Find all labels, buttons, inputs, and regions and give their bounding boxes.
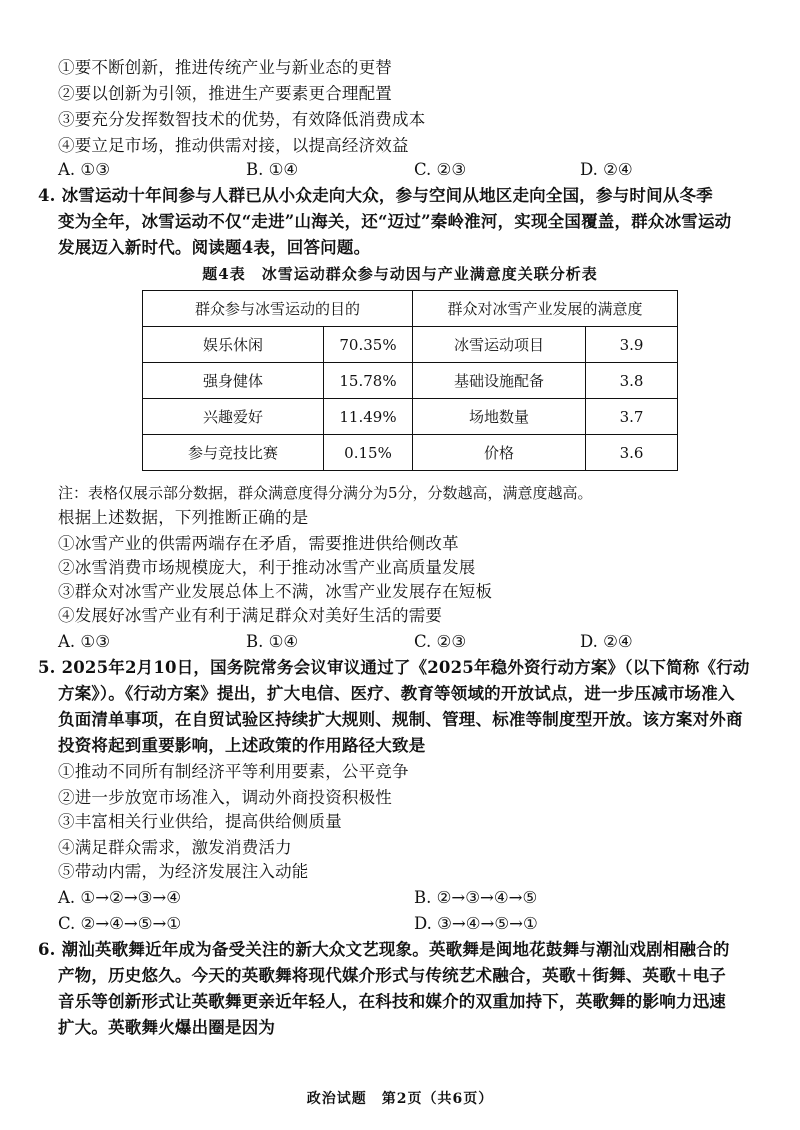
q4-option-c: C. ②③ <box>414 632 467 651</box>
q4-option-b: B. ①④ <box>246 632 299 651</box>
q5-stem-line-1: 5. 2025年2月10日，国务院常务会议审议通过了《2025年稳外资行动方案》（以下简称《行动 <box>38 658 750 677</box>
table-cell: 价格 <box>413 435 586 471</box>
table-cell: 场地数量 <box>413 399 586 435</box>
q5-stem-line-3: 负面清单事项，在自贸试验区持续扩大规则、规制、管理、标准等制度型开放。该方案对外商 <box>58 710 743 729</box>
table-header-left: 群众参与冰雪运动的目的 <box>143 291 413 327</box>
q4-prompt: 根据上述数据，下列推断正确的是 <box>58 508 309 527</box>
page-footer: 政治试题 第2页（共6页） <box>306 1091 494 1107</box>
table-cell: 3.6 <box>586 435 678 471</box>
q3-option-b: B. ①④ <box>246 160 299 179</box>
table-header-right: 群众对冰雪产业发展的满意度 <box>413 291 678 327</box>
q5-item-5: ⑤带动内需，为经济发展注入动能 <box>58 862 309 881</box>
table-cell: 0.15% <box>324 435 413 471</box>
q6-stem-line-2: 产物，历史悠久。今天的英歌舞将现代媒介形式与传统艺术融合，英歌＋街舞、英歌＋电子 <box>58 966 726 985</box>
table-note: 注：表格仅展示部分数据，群众满意度得分满分为5分，分数越高，满意度越高。 <box>58 484 593 502</box>
table-cell: 3.9 <box>586 327 678 363</box>
table-row <box>143 399 678 435</box>
table-header-row <box>143 291 678 327</box>
q4-item-4: ④发展好冰雪产业有利于满足群众对美好生活的需要 <box>58 606 443 625</box>
q4-item-2: ②冰雪消费市场规模庞大，利于推动冰雪产业高质量发展 <box>58 558 476 577</box>
table-cell: 3.7 <box>586 399 678 435</box>
q5-option-a: A. ①→②→③→④ <box>58 888 182 907</box>
q5-option-b: B. ②→③→④→⑤ <box>414 888 538 907</box>
q3-item-3: ③要充分发挥数智技术的优势，有效降低消费成本 <box>58 110 426 129</box>
table-cell: 基础设施配备 <box>413 363 586 399</box>
q4-option-d: D. ②④ <box>580 632 633 651</box>
q3-option-a: A. ①③ <box>58 160 110 179</box>
table-cell: 冰雪运动项目 <box>413 327 586 363</box>
table-cell: 兴趣爱好 <box>143 399 324 435</box>
q4-stem-line-2: 变为全年，冰雪运动不仅“走进”山海关，还“迈过”秦岭淮河，实现全国覆盖，群众冰雪运动 <box>58 212 732 231</box>
q4-item-1: ①冰雪产业的供需两端存在矛盾，需要推进供给侧改革 <box>58 534 459 553</box>
q5-item-1: ①推动不同所有制经济平等利用要素，公平竞争 <box>58 762 409 781</box>
q6-stem-line-3: 音乐等创新形式让英歌舞更亲近年轻人，在科技和媒介的双重加持下，英歌舞的影响力迅速 <box>58 992 726 1011</box>
q6-stem-line-1: 6. 潮汕英歌舞近年成为备受关注的新大众文艺现象。英歌舞是闽地花鼓舞与潮汕戏剧相融合的 <box>38 940 730 959</box>
q4-stem-line-1: 4. 冰雪运动十年间参与人群已从小众走向大众，参与空间从地区走向全国，参与时间从冬季 <box>38 186 713 205</box>
table-cell: 强身健体 <box>143 363 324 399</box>
q4-item-3: ③群众对冰雪产业发展总体上不满，冰雪产业发展存在短板 <box>58 582 493 601</box>
q4-stem-line-3: 发展迈入新时代。阅读题4表，回答问题。 <box>58 238 371 257</box>
table-cell: 15.78% <box>324 363 413 399</box>
table-row <box>143 327 678 363</box>
table-cell: 参与竞技比赛 <box>143 435 324 471</box>
q5-stem-line-2: 方案》）。《行动方案》提出，扩大电信、医疗、教育等领域的开放试点，进一步压减市场准入 <box>58 684 735 703</box>
table-row <box>143 435 678 471</box>
satisfaction-table <box>142 290 678 471</box>
q5-item-2: ②进一步放宽市场准入，调动外商投资积极性 <box>58 788 392 807</box>
table-caption: 题4表 冰雪运动群众参与动因与产业满意度关联分析表 <box>202 265 598 283</box>
q3-item-2: ②要以创新为引领，推进生产要素更合理配置 <box>58 84 392 103</box>
table-cell: 70.35% <box>324 327 413 363</box>
table-row <box>143 363 678 399</box>
table-cell: 3.8 <box>586 363 678 399</box>
q5-item-3: ③丰富相关行业供给，提高供给侧质量 <box>58 812 342 831</box>
q5-option-c: C. ②→④→⑤→① <box>58 914 182 933</box>
q5-option-d: D. ③→④→⑤→① <box>414 914 538 933</box>
q3-option-c: C. ②③ <box>414 160 467 179</box>
table-cell: 娱乐休闲 <box>143 327 324 363</box>
q5-item-4: ④满足群众需求，激发消费活力 <box>58 838 292 857</box>
q3-item-1: ①要不断创新，推进传统产业与新业态的更替 <box>58 58 392 77</box>
q3-item-4: ④要立足市场，推动供需对接，以提高经济效益 <box>58 136 409 155</box>
q6-stem-line-4: 扩大。英歌舞火爆出圈是因为 <box>58 1018 276 1037</box>
q5-stem-line-4: 投资将起到重要影响，上述政策的作用路径大致是 <box>58 736 426 755</box>
table-cell: 11.49% <box>324 399 413 435</box>
q4-option-a: A. ①③ <box>58 632 110 651</box>
q3-option-d: D. ②④ <box>580 160 633 179</box>
